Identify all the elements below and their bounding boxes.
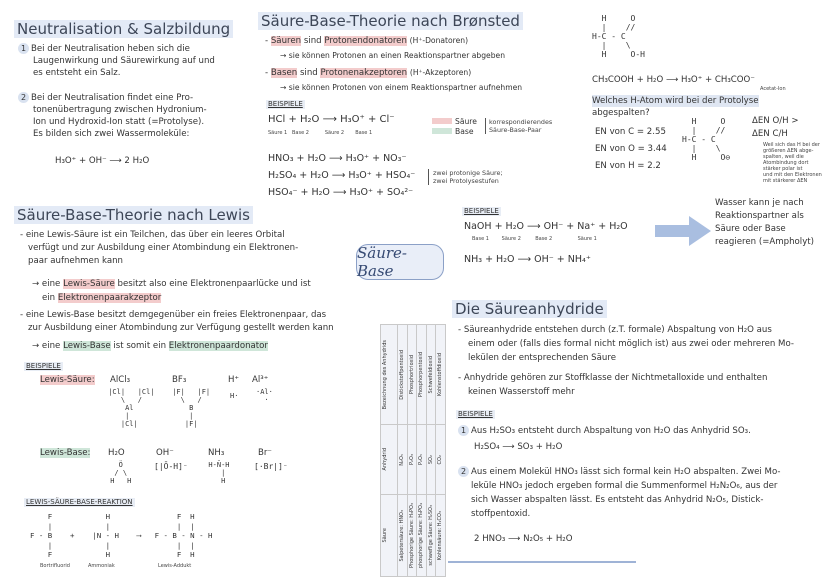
- table-header-anhydrid: Anhydrid: [382, 448, 388, 471]
- naoh-equation: NaOH + H₂O ⟶ OH⁻ + Na⁺ + H₂O: [464, 221, 628, 232]
- h2o-formula: H₂O: [108, 448, 125, 458]
- lewis-base-summary: → eine Lewis-Base ist somit ein Elektronenpaardonator: [32, 341, 268, 351]
- beispiele-tag-4: BEISPIELE: [458, 410, 493, 418]
- beispiele-tag-2: BEISPIELE: [464, 207, 499, 215]
- number-badge: 1: [18, 43, 29, 54]
- acetic-acid-structure: H O | // H-C - C | \ H O-H: [592, 14, 645, 59]
- electronegativity-list: EN von C = 2.55 EN von O = 3.44 EN von H = 2.2: [595, 127, 667, 171]
- pair-legend-note: korrespondierendes Säure-Base-Paar: [485, 118, 552, 134]
- anhydride-example-1: 1 Aus H₂SO₃ entsteht durch Abspaltung von H₂O das Anhydrid SO₃.: [458, 425, 751, 437]
- anhydride-definition: - Säureanhydride entstehen durch (z.T. formale) Abspaltung von H₂O aus einem oder (falls dies formal nicht möglich ist) aus zwei oder mehreren Mo- lekülen der entsprechenden Säure: [458, 325, 794, 363]
- bronsted-equation-2: HNO₃ + H₂O ⟶ H₃O⁺ + NO₃⁻: [268, 153, 407, 164]
- anhydride-class: - Anhydride gehören zur Stoffklasse der Nichtmetalloxide und enthalten keinen Wasserstoff mehr: [458, 373, 768, 397]
- ampholyt-note: Wasser kann je nach Reaktionspartner als Säure oder Base reagieren (=Ampholyt): [715, 198, 814, 247]
- lewis-acid-label: Lewis-Säure:: [40, 375, 95, 385]
- h2o-structure: Ö / \ H H: [110, 461, 132, 485]
- acetic-acid-equation: CH₃COOH + H₂O ⟶ H₃O⁺ + CH₃COO⁻: [592, 75, 755, 85]
- al3-formula: Al³⁺: [252, 375, 269, 385]
- bronsted-title: Säure-Base-Theorie nach Brønsted: [258, 12, 523, 30]
- neutralisation-equation: H₃O⁺ + OH⁻ ⟶ 2 H₂O: [55, 156, 150, 166]
- lewis-reaction-structure: F H F H | | | | F - B + |N - H ⟶ F - B - N - H | | | | F H F H: [30, 512, 213, 559]
- h-plus-formula: H⁺: [228, 375, 239, 385]
- protolyse-note: zwei protonige Säure; zwei Protolysestufen: [428, 169, 503, 185]
- bronsted-equation-3: H₂SO₄ + H₂O ⟶ H₃O⁺ + HSO₄⁻: [268, 170, 416, 181]
- lewis-base-definition: - eine Lewis-Base besitzt demgegenüber ein freies Elektronenpaar, das zur Ausbildung einer Atombindung zur Verfügung gestellt werden kann: [20, 310, 334, 333]
- delta-en-2: ΔEN C/H: [752, 129, 788, 139]
- nh3-equation: NH₃ + H₂O ⟶ OH⁻ + NH₄⁺: [464, 254, 591, 265]
- table-header-name: Bezeichnung des Anhydrids: [382, 339, 388, 410]
- bf3-structure: |F| |F| \ / B | |F|: [172, 388, 211, 428]
- anhydride-table: Bezeichnung des Anhydrids Distickstoffpentoxid Phosphortrioxid Phosphorpentoxid Schwefeldioxid Kohlenstoffdioxid Anhydrid N₂O₅ P₂O₃ P₂O₅ SO₂ CO₂ Säure Salpetersäure: HNO₃ Phosphorige Säure: H₃PO₃ phosphorige Säure: H₃PO₄ schweflige Säure: H₂SO₃ Kohlensäure: H₂CO₃: [380, 324, 446, 576]
- pair-legend: Säure Base: [432, 117, 477, 137]
- lewis-reaction-tag: LEWIS-SÄURE-BASE-REAKTION: [26, 498, 133, 506]
- lewis-acid-summary: → eine Lewis-Säure besitzt also eine Elektronenpaarlücke und ist: [32, 279, 311, 289]
- bronsted-line-2: → sie können Protonen an einen Reaktionspartner abgeben: [280, 51, 506, 60]
- beispiele-tag: BEISPIELE: [268, 100, 303, 108]
- lewis-title: Säure-Base-Theorie nach Lewis: [14, 206, 253, 224]
- alcl3-formula: AlCl₃: [110, 375, 131, 385]
- nh3-structure: H-N̈-H | H: [208, 461, 230, 485]
- h-structure: H·: [230, 392, 239, 400]
- alcl3-structure: |Cl| |Cl| \ / Al | |Cl|: [108, 388, 155, 428]
- bronsted-equation-1-labels: Säure 1 Base 2 Säure 2 Base 1: [268, 130, 373, 136]
- oh-structure: [|Ō-H]⁻: [154, 462, 188, 471]
- anhydride-example-1-equation: H₂SO₄ ⟶ SO₃ + H₂O: [474, 442, 563, 452]
- bronsted-line-3: - Basen sind Protonenakzeptoren (H⁺-Akzeptoren): [265, 68, 472, 78]
- bronsted-line-1: - Säuren sind Protonendonatoren (H⁺-Donatoren): [265, 36, 469, 46]
- br-structure: [·Br|]⁻: [254, 462, 288, 471]
- neutralisation-point-2: 2 Bei der Neutralisation findet eine Pro- tonenübertragung zwischen Hydronium- Ion und Hydroxid-Ion statt (=Protolyse). Es bilden sich zwei Wassermoleküle:: [18, 92, 207, 140]
- number-badge: 2: [18, 92, 29, 103]
- lewis-base-label: Lewis-Base:: [40, 448, 91, 458]
- bf3-formula: BF₃: [172, 375, 187, 385]
- green-swatch: [432, 128, 452, 134]
- addukt-label: Lewis-Addukt: [158, 563, 192, 569]
- table-header-saeure: Säure: [382, 528, 388, 543]
- acetat-label: Acetat-Ion: [760, 86, 786, 92]
- number-badge: 2: [458, 466, 469, 477]
- neutralisation-title: Neutralisation & Salzbildung: [14, 20, 233, 38]
- lewis-acid-definition: - eine Lewis-Säure ist ein Teilchen, das über ein leeres Orbital verfügt und zur Ausbildung einer Atombindung ein Elektronen- paar aufnehmen kann: [20, 230, 299, 266]
- beispiele-tag-3: BEISPIELE: [26, 362, 61, 370]
- delta-en-note: Weil sich das H bei der größeren ΔEN abge- spalten, weil die Atombindung dort stärker polar ist und mit den Elektronen mit stärkerer ΔEN: [763, 142, 822, 184]
- anhydride-underline: [446, 552, 646, 572]
- delta-en-1: ΔEN O/H >: [752, 116, 799, 126]
- pink-swatch: [432, 118, 452, 124]
- bronsted-line-4: → sie können Protonen von einem Reaktionspartner aufnehmen: [280, 83, 523, 92]
- number-badge: 1: [458, 425, 469, 436]
- al-structure: ·Al· ·: [256, 388, 273, 404]
- neutralisation-point-1: 1 Bei der Neutralisation heben sich die Laugenwirkung und Säurewirkung auf und es entsteht ein Salz.: [18, 43, 215, 79]
- nh3-formula: NH₃: [208, 448, 225, 458]
- center-topic: [356, 244, 444, 280]
- anhydride-example-2-equation: 2 HNO₃ ⟶ N₂O₅ + H₂O: [474, 534, 573, 544]
- protolyse-question: Welches H-Atom wird bei der Protolyse abgespalten?: [592, 96, 759, 118]
- oh-formula: OH⁻: [156, 448, 174, 458]
- anhydride-title: Die Säureanhydride: [452, 300, 607, 318]
- large-arrow-right: [655, 214, 713, 248]
- ammoniak-label: Ammoniak: [88, 563, 115, 569]
- lewis-acid-summary-2: ein Elektronenpaarakzeptor: [42, 293, 162, 303]
- center-topic-label: Säure-Base: [357, 244, 407, 280]
- br-formula: Br⁻: [258, 448, 272, 458]
- bronsted-equation-1: HCl + H₂O ⟶ H₃O⁺ + Cl⁻: [268, 114, 395, 125]
- bronsted-equation-4: HSO₄⁻ + H₂O ⟶ H₃O⁺ + SO₄²⁻: [268, 187, 414, 198]
- anhydride-example-2: 2 Aus einem Molekül HNO₃ lässt sich formal kein H₂O abspalten. Zwei Mo- leküle HNO₃ jedoch ergeben formal die Summenformel H₂N₂O₆, aus der sich Wasser abspalten lässt. Es entsteht das Anhydrid N₂O₅, Distick- stoffpentoxid.: [458, 465, 780, 521]
- bortrifluorid-label: Bortrifluorid: [40, 563, 70, 569]
- acetate-structure: H O | // H-C - C | \ H O⊖: [682, 117, 731, 162]
- naoh-equation-labels: Base 1 Säure 2 Base 2 Säure 1: [472, 236, 597, 242]
